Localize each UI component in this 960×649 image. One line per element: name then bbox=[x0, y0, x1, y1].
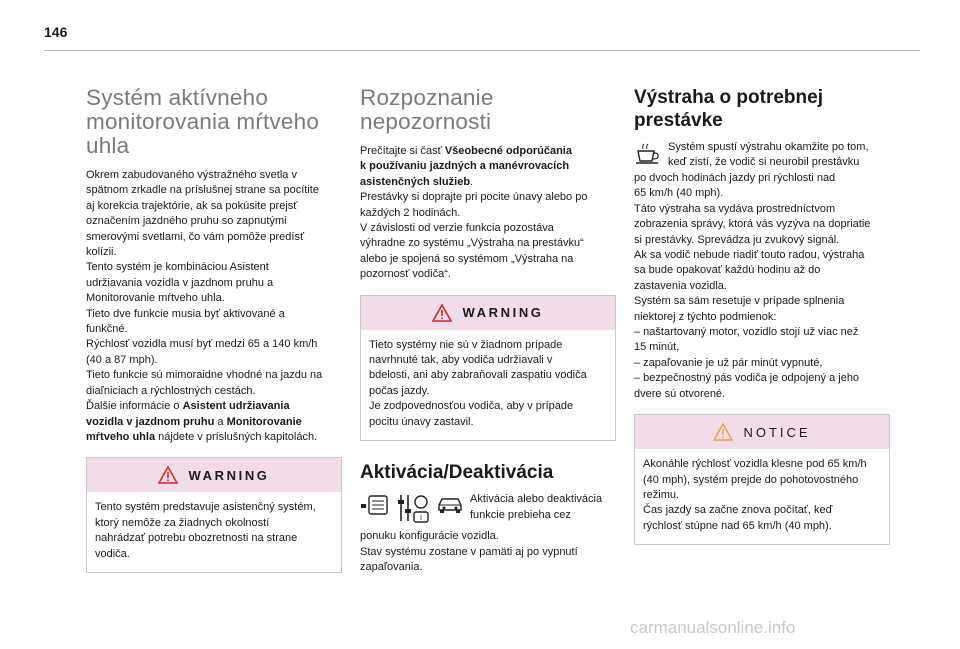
activation-text: Aktivácia alebo deaktivácia funkcie prebieha cez bbox=[470, 493, 603, 521]
car-icon bbox=[436, 492, 464, 529]
activation-rest: ponuku konfigurácie vozidla. Stav systému zostane v pamäti aj po vypnutí zapaľovania. bbox=[360, 530, 578, 573]
settings-sliders-icon bbox=[396, 492, 430, 529]
watermark: carmanualsonline.info bbox=[630, 618, 796, 637]
attention-intro: Prečítajte si časť Všeobecné odporúčania k používaniu jazdných a manévrovacích asistenčných služieb. Prestávky si doprajte pri pocite únavy alebo po každých 2 hodinách. V závislosti od verzie funkcia pozostáva výhradne zo systému „Výstraha na prestávku“ alebo je spojená so systémom „Výstraha na pozornosť vodiča“. bbox=[360, 145, 588, 281]
notice-box bbox=[634, 414, 890, 545]
notice-label: NOTICE bbox=[743, 424, 811, 440]
touchscreen-icon bbox=[360, 492, 390, 529]
coffee-cup-icon bbox=[634, 142, 664, 171]
warning-label: WARNING bbox=[462, 305, 544, 321]
warning-text: Tieto systémy nie sú v žiadnom prípade navrhnuté tak, aby vodiča udržiavali v bdelosti, ani aby zabraňovali zaspatiu vodiča počas jazdy. Je zodpovednosťou vodiča, aby v prípade pocitu únavy zastavil. bbox=[369, 338, 587, 428]
break-alert-intro: Systém spustí výstrahu okamžite po tom, keď zistí, že vodič si neurobil prestávku bbox=[668, 141, 869, 169]
notice-triangle-icon bbox=[713, 423, 733, 441]
warning-text: Tento systém predstavuje asistenčný systém, ktorý nemôže za žiadnych okolností nahrádzať potrebu obozretnosti na strane vodiča. bbox=[95, 501, 316, 560]
break-alert-body: po dvoch hodinách jazdy pri rýchlosti nad 65 km/h (40 mph). Táto výstraha sa vydáva prostredníctvom zobrazenia správy, ktorá vás vyzýva na dopriatie si prestávky. Sprevádza ju zvukový signál. Ak sa vodič nebude riadiť touto radou, výstraha sa bude opakovať každú hodinu až do zastavenia vozidla. Systém sa sám resetuje v prípade splnenia niektorej z týchto podmienok: – naštartovaný motor, vozidlo stojí už viac než 15 minút, – zapaľovanie je už pár minút vypnuté, – bezpečnostný pás vodiča je odpojený a jeho dvere sú otvorené. bbox=[634, 172, 871, 400]
activation-row bbox=[360, 492, 616, 529]
warning-triangle-icon bbox=[158, 466, 178, 484]
section-title-blind-spot: Systém aktívneho monitorovania mŕtveho uhla bbox=[86, 85, 320, 158]
warning-box-blind-spot bbox=[86, 457, 342, 573]
subtitle-activation: Aktivácia/Deaktivácia bbox=[360, 462, 554, 484]
svg-text:i: i bbox=[420, 513, 422, 523]
column-break-alert bbox=[634, 86, 890, 545]
warning-header bbox=[87, 458, 341, 492]
column-attention bbox=[360, 86, 616, 575]
section-title-attention: Rozpoznanie nepozornosti bbox=[360, 85, 494, 134]
warning-box-attention bbox=[360, 295, 616, 441]
column-blind-spot bbox=[86, 86, 342, 573]
warning-header bbox=[361, 296, 615, 330]
page-number: 146 bbox=[44, 24, 68, 40]
warning-triangle-icon bbox=[432, 304, 452, 322]
notice-text: Akonáhle rýchlosť vozidla klesne pod 65 km/h (40 mph), systém prejde do pohotovostného režimu. Čas jazdy sa začne znova počítať, keď rýchlosť stúpne nad 65 km/h (40 mph). bbox=[643, 458, 867, 532]
activation-icons bbox=[360, 492, 464, 529]
section-title-break-alert: Výstraha o potrebnej prestávke bbox=[634, 87, 823, 131]
notice-header bbox=[635, 415, 889, 449]
warning-label: WARNING bbox=[188, 467, 270, 483]
blind-spot-body: Okrem zabudovaného výstražného svetla v spätnom zrkadle na príslušnej strane sa pocítite aj korekcia trajektórie, ak sa pokúsite prejsť označením jazdného pruhu so zapnutými smerovými svetlami, čo vám pomôže predísť kolízii. Tento systém je kombináciou Asistent udržiavania vozidla v jazdnom pruhu a Monitorovanie mŕtveho uhla. Tieto dve funkcie musia byť aktivované a funkčné. Rýchlosť vozidla musí byť medzi 65 a 140 km/h (40 a 87 mph). Tieto funkcie sú mimoraidne vhodné na jazdu na diaľniciach a rýchlostných cestách. Ďalšie informácie o Asistent udržiavania vozidla v jazdnom pruhu a Monitorovanie mŕtveho uhla nájdete v príslušných kapitolách. bbox=[86, 169, 323, 443]
break-alert-row bbox=[634, 140, 890, 171]
header-divider bbox=[44, 50, 920, 51]
